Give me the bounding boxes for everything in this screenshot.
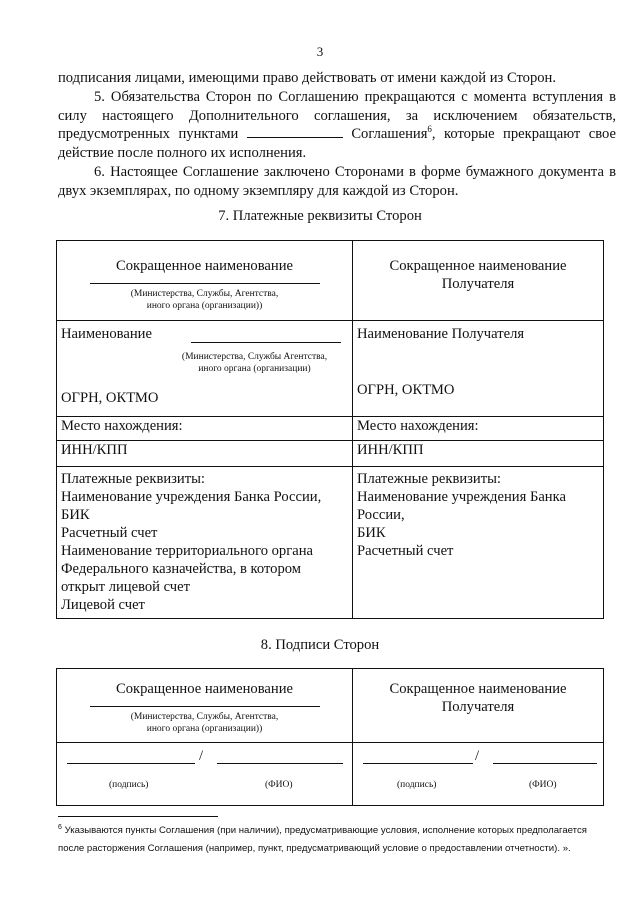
signature-left-header-line: [90, 706, 320, 707]
payment-left-header-line: [90, 283, 320, 284]
payment-left-name-note-1: (Министерства, Службы Агентства,: [181, 352, 328, 362]
payment-right-header-2: Получателя: [441, 276, 515, 292]
footnote-line-2: после расторжения Соглашения (например, пункт, предусматривающий условие о предоставлении отчетности). ».: [58, 843, 571, 854]
payment-right-details-cell: [353, 467, 604, 619]
page-number: 3: [316, 44, 324, 59]
payment-right-location: Место нахождения:: [353, 417, 604, 441]
payment-right-detail-line: Наименование учреждения Банка: [357, 489, 566, 505]
payment-right-name-label: Наименование Получателя: [357, 326, 525, 342]
paragraph-5-text-before: 5. Обязательства Сторон по Соглашению прекращаются с момента вступления в силу настоящего Дополнительного соглашения, за исключением обязательств, предусмотренных пунктами: [58, 89, 616, 143]
payment-right-details-list: [357, 470, 599, 560]
footnote-separator: [58, 816, 218, 817]
signature-right-slash: /: [475, 748, 480, 764]
payment-left-inn: ИНН/КПП: [57, 441, 353, 467]
section-7-title: 7. Платежные реквизиты Сторон: [218, 208, 422, 224]
payment-left-details-list: [61, 470, 348, 614]
payment-left-details-cell: [57, 467, 353, 619]
signature-right-fio-line: [493, 763, 597, 764]
payment-details-table: [56, 240, 604, 619]
signature-left-header: Сокращенное наименование: [115, 681, 294, 697]
payment-left-location: Место нахождения:: [57, 417, 353, 441]
signature-left-header-cell: [57, 669, 353, 743]
footnote: [58, 822, 618, 858]
payment-right-inn: ИНН/КПП: [353, 441, 604, 467]
signature-right-header-1: Сокращенное наименование: [389, 681, 567, 697]
footnote-mark: 6: [427, 124, 432, 135]
signature-left-cell: [57, 743, 353, 806]
payment-left-name-label: Наименование: [61, 326, 152, 342]
paragraph-5: [58, 88, 616, 162]
payment-left-detail-line: БИК: [61, 507, 90, 523]
signatures-table: [56, 668, 604, 806]
payment-right-header-cell: [353, 241, 604, 321]
signature-left-sign-line: [67, 763, 195, 764]
payment-left-name-line: [191, 342, 341, 343]
payment-left-header: Сокращенное наименование: [115, 258, 294, 274]
payment-left-detail-line: Расчетный счет: [61, 525, 158, 541]
payment-left-header-cell: [57, 241, 353, 321]
signature-left-header-note-2: иного органа (организации)): [146, 724, 263, 734]
payment-left-name-cell: [57, 321, 353, 417]
footnote-number: 6: [58, 823, 62, 831]
payment-left-ogrn: ОГРН, ОКТМО: [61, 390, 159, 406]
signature-left-slash: /: [199, 748, 204, 764]
payment-left-detail-line: Лицевой счет: [61, 597, 145, 613]
signature-right-header-2: Получателя: [441, 699, 515, 715]
signature-right-cell: [353, 743, 604, 806]
paragraph-5-text-middle: Соглашения: [342, 126, 428, 143]
paragraph-5-text-after: , которые прекращают свое действие после полного их исполнения.: [58, 126, 616, 161]
payment-left-name-note-2: иного органа (организации): [198, 364, 311, 374]
payment-right-header-1: Сокращенное наименование: [389, 258, 567, 274]
payment-left-header-note-1: (Министерства, Службы, Агентства,: [130, 289, 279, 299]
signature-left-fio-line: [217, 763, 343, 764]
payment-left-header-note-2: иного органа (организации)): [146, 301, 263, 311]
signature-left-fio-label: (ФИО): [265, 780, 293, 790]
signature-right-fio-label: (ФИО): [529, 780, 557, 790]
section-8-title: 8. Подписи Сторон: [260, 637, 380, 653]
payment-right-ogrn: ОГРН, ОКТМО: [357, 382, 455, 398]
payment-right-name-cell: [353, 321, 604, 417]
payment-right-detail-line: Расчетный счет: [357, 543, 454, 559]
payment-left-detail-line: Платежные реквизиты:: [61, 471, 205, 487]
blank-line: [247, 125, 343, 138]
signature-right-sign-label: (подпись): [397, 780, 437, 790]
signature-left-sign-label: (подпись): [109, 780, 149, 790]
payment-right-detail-line: России,: [357, 507, 405, 523]
payment-left-detail-line: Федерального казначейства, в котором: [61, 561, 302, 577]
signature-left-header-note-1: (Министерства, Службы, Агентства,: [130, 712, 279, 722]
paragraph-6: 6. Настоящее Соглашение заключено Сторонами в форме бумажного документа в двух экземплярах, по одному экземпляру для каждой из Сторон.: [58, 164, 616, 199]
payment-right-detail-line: БИК: [357, 525, 386, 541]
signature-right-sign-line: [363, 763, 473, 764]
footnote-line-1: [58, 822, 618, 840]
payment-right-detail-line: Платежные реквизиты:: [357, 471, 501, 487]
payment-left-detail-line: открыт лицевой счет: [61, 579, 191, 595]
paragraph-continuation: подписания лицами, имеющими право действовать от имени каждой из Сторон.: [58, 70, 557, 86]
signature-right-header-cell: [353, 669, 604, 743]
payment-left-detail-line: Наименование территориального органа: [61, 543, 313, 559]
payment-left-detail-line: Наименование учреждения Банка России,: [61, 489, 322, 505]
footnote-text-1: Указываются пункты Соглашения (при наличии), предусматривающие условия, исполнение которых предполагается: [64, 825, 587, 836]
